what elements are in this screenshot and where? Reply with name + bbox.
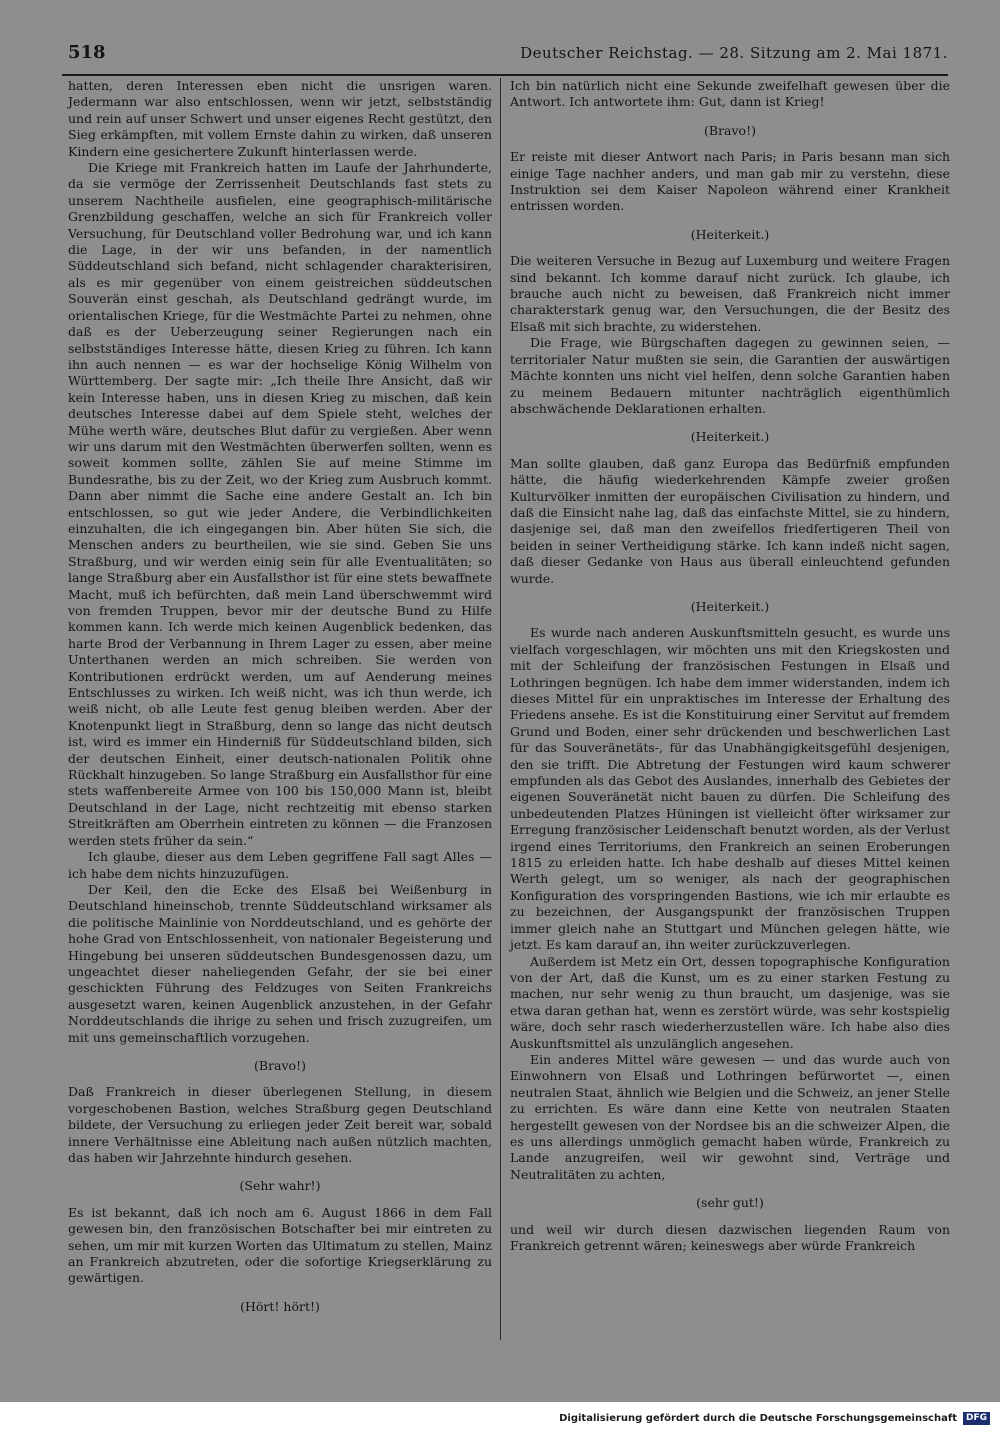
page-footer <box>559 1412 990 1425</box>
running-title: Deutscher Reichstag. — 28. Sitzung am 2. Mai 1871. <box>520 44 948 62</box>
audience-reaction: (Bravo!) <box>704 122 756 138</box>
speech-paragraph: Die Frage, wie Bürgschaften dagegen zu gewinnen seien, — territorialer Natur mußten sie sein, die Garantien der auswärtigen Mächte konnten uns nicht viel helfen, denn solche Garantien haben zu meinem Bedauern mitunter nachträglich eigenthümlich abschwächende Deklarationen erhalten. <box>510 335 950 416</box>
speech-paragraph: Daß Frankreich in dieser überlegenen Stellung, in diesem vorgeschobenen Bastion, welches Straßburg gegen Deutschland bildete, der Versuchung zu erliegen jeder Zeit bereit war, sobald innere Verhältnisse eine Ableitung nach außen nützlich machten, das haben wir Jahrzehnte hindurch gesehen. <box>68 1084 492 1165</box>
right-column <box>510 78 950 1254</box>
dfg-logo: DFG <box>963 1412 990 1425</box>
speech-paragraph: und weil wir durch diesen dazwischen liegenden Raum von Frankreich getrennt wären; keineswegs aber würde Frankreich <box>510 1221 950 1253</box>
header-rule <box>62 74 948 76</box>
audience-reaction: (Bravo!) <box>254 1057 306 1073</box>
page-header <box>68 40 948 70</box>
digitization-credit: Digitalisierung gefördert durch die Deutsche Forschungsgemeinschaft <box>559 1413 957 1424</box>
left-column <box>68 78 492 1325</box>
speech-paragraph: Ein anderes Mittel wäre gewesen — und das wurde auch von Einwohnern von Elsaß und Lothringen befürwortet —, einen neutralen Staat, ähnlich wie Belgien und die Schweiz, an jener Stelle zu errichten. Es wäre dann eine Kette von neutralen Staaten hergestellt gewesen von der Nordsee bis an die schweizer Alpen, die es uns allerdings unmöglich gemacht haben würde, Frankreich zu Lande anzugreifen, weil wir gewohnt sind, Verträge und Neutralitäten zu achten, <box>510 1051 950 1182</box>
audience-reaction: (Sehr wahr!) <box>239 1178 321 1194</box>
speech-paragraph: hatten, deren Interessen eben nicht die unsrigen waren. Jedermann war also entschlossen, wenn wir jetzt, selbstständig und rein auf unser Schwert und unser eigenes Recht gestützt, den Sieg erkämpften, mit vollem Ernste dahin zu wirken, daß unseren Kindern eine gesichertere Zukunft hinterlassen werde. <box>68 78 492 159</box>
speech-paragraph: Die Kriege mit Frankreich hatten im Laufe der Jahrhunderte, da sie vermöge der Zerrissenheit Deutschlands fast stets zu unserem Nachtheile ausfielen, eine geographisch-militärische Grenzbildung geschaffen, welche an sich für Frankreich voller Versuchung, für Deutschland voller Bedrohung war, und ich kann die Lage, in der wir uns befanden, in der namentlich Süddeutschland sich befand, nicht schlagender charakterisiren, als es mir gegenüber von einem geistreichen süddeutschen Souverän einst geschah, als Deutschland gedrängt wurde, im orientalischen Kriege, für die Westmächte Partei zu nehmen, ohne daß es der Ueberzeugung seiner Regierungen nach ein selbstständiges Interesse hätte, diesen Krieg zu führen. Ich kann ihn auch nennen — es war der hochselige König Wilhelm von Württemberg. Der sagte mir: „Ich theile Ihre Ansicht, daß wir kein Interesse haben, uns in diesen Krieg zu mischen, daß kein deutsches Interesse dabei auf dem Spiele steht, welches der Mühe werth wäre, deutsches Blut dafür zu vergießen. Aber wenn wir uns darum mit den Westmächten überwerfen sollten, wenn es soweit kommen sollte, zählen Sie auf meine Stimme im Bundesrathe, bis zu der Zeit, wo der Krieg zum Ausbruch kommt. Dann aber nimmt die Sache eine andere Gestalt an. Ich bin entschlossen, so gut wie jeder Andere, die Verbindlichkeiten einzuhalten, die ich eingegangen bin. Aber hüten Sie sich, die Menschen anders zu beurtheilen, wie sie sind. Geben Sie uns Straßburg, und wir werden einig sein für alle Eventualitäten; so lange Straßburg aber ein Ausfallsthor ist für eine stets bewaffnete Macht, muß ich befürchten, daß mein Land überschwemmt wird von fremden Truppen, bevor mir der deutsche Bund zu Hilfe kommen kann. Ich werde mich keinen Augenblick bedenken, das harte Brod der Verbannung in Ihrem Lager zu essen, aber meine Unterthanen werden an mich schreiben. Sie werden von Kontributionen erdrückt werden, um auf Aenderung meines Entschlusses zu wirken. Ich weiß nicht, was ich thun werde, ich weiß nicht, ob alle Leute fest genug bleiben werden. Aber der Knotenpunkt liegt in Straßburg, denn so lange das nicht deutsch ist, wird es immer ein Hinderniß für Süddeutschland bilden, sich der deutschen Einheit, einer deutsch-nationalen Politik ohne Rückhalt hinzugeben. So lange Straßburg ein Ausfallsthor für eine stets waffenbereite Armee von 100 bis 150,000 Mann ist, bleibt Deutschland in der Lage, nicht rechtzeitig mit ebenso starken Streitkräften am Oberrhein eintreten zu können — die Franzosen werden stets früher da sein.“ <box>68 160 492 848</box>
speech-paragraph: Es wurde nach anderen Auskunftsmitteln gesucht, es wurde uns vielfach vorgeschlagen, wir möchten uns mit den Kriegskosten und mit der Schleifung der französischen Festungen in Elsaß und Lothringen begnügen. Ich habe dem immer widerstanden, indem ich dieses Mittel für ein unpraktisches im Interesse der Erhaltung des Friedens ansehe. Es ist die Konstituirung einer Servitut auf fremdem Grund und Boden, einer sehr drückenden und beschwerlichen Last für das Souveränetäts-, für das Unabhängigkeitsgefühl desjenigen, den sie trifft. Die Abtretung der Festungen wird kaum schwerer empfunden als das Gebot des Auslandes, innerhalb des Gebietes der eigenen Souveränetät nicht bauen zu dürfen. Die Schleifung des unbedeutenden Platzes Hüningen ist vielleicht öfter wirksamer zur Erregung französischer Leidenschaft benutzt worden, als der Verlust irgend eines Territoriums, den Frankreich an seinen Eroberungen 1815 zu erleiden hatte. Ich habe deshalb auf dieses Mittel keinen Werth gelegt, um so weniger, als nach der geographischen Konfiguration des vorspringenden Bastions, wie ich mir erlaubte es zu bezeichnen, der Ausgangspunkt der französischen Truppen immer gleich nahe an Stuttgart und München gelegen hätte, wie jetzt. Es kam darauf an, ihn weiter zurückzuverlegen. <box>510 625 950 953</box>
speech-paragraph: Die weiteren Versuche in Bezug auf Luxemburg und weitere Fragen sind bekannt. Ich komme darauf nicht zurück. Ich glaube, ich brauche auch nicht zu beweisen, daß Frankreich nicht immer charakterstark genug war, den Versuchungen, die der Besitz des Elsaß mit sich brachte, zu widerstehen. <box>510 253 950 334</box>
speech-paragraph: Ich glaube, dieser aus dem Leben gegriffene Fall sagt Alles — ich habe dem nichts hinzuzufügen. <box>68 849 492 881</box>
audience-reaction: (Heiterkeit.) <box>690 429 770 445</box>
audience-reaction: (sehr gut!) <box>696 1195 764 1211</box>
speech-paragraph: Ich bin natürlich nicht eine Sekunde zweifelhaft gewesen über die Antwort. Ich antwortete ihm: Gut, dann ist Krieg! <box>510 78 950 110</box>
speech-paragraph: Es ist bekannt, daß ich noch am 6. August 1866 in dem Fall gewesen bin, den französischen Botschafter bei mir eintreten zu sehen, um mir mit kurzen Worten das Ultimatum zu stellen, Mainz an Frankreich abzutreten, oder die sofortige Kriegserklärung zu gewärtigen. <box>68 1204 492 1286</box>
audience-reaction: (Heiterkeit.) <box>690 598 770 614</box>
audience-reaction: (Hört! hört!) <box>240 1298 320 1314</box>
page-number: 518 <box>68 42 106 63</box>
speech-paragraph: Der Keil, den die Ecke des Elsaß bei Weißenburg in Deutschland hineinschob, trennte Süddeutschland wirksamer als die politische Mainlinie von Norddeutschland, und es gehörte der hohe Grad von Entschlossenheit, von nationaler Begeisterung und Hingebung bei unseren süddeutschen Bundesgenossen dazu, um ungeachtet dieser naheliegenden Gefahr, der sie bei einer geschickten Führung des Feldzuges von Seiten Frankreichs ausgesetzt waren, keinen Augenblick anzustehen, in der Gefahr Norddeutschlands die ihrige zu sehen und frisch zuzugreifen, um mit uns gemeinschaftlich vorzugehen. <box>68 881 492 1045</box>
column-divider <box>500 78 501 1340</box>
speech-paragraph: Man sollte glauben, daß ganz Europa das Bedürfniß empfunden hätte, die häufig wiederkehrenden Kämpfe zweier großen Kulturvölker inmitten der europäischen Civilisation zu hindern, und daß die Einsicht nahe lag, daß das einfachste Mittel, sie zu hindern, dasjenige sei, daß man den zweifellos friedfertigeren Theil von beiden in seiner Vertheidigung stärke. Ich kann indeß nicht sagen, daß dieser Gedanke von Haus aus überall einleuchtend gefunden wurde. <box>510 455 950 586</box>
speech-paragraph: Außerdem ist Metz ein Ort, dessen topographische Konfiguration von der Art, daß die Kunst, um es zu einer starken Festung zu machen, nur sehr wenig zu thun braucht, um dasjenige, was sie etwa daran gethan hat, wenn es zerstört würde, was sehr kostspielig wäre, doch sehr rasch wiederherzustellen wäre. Ich habe also dies Auskunftsmittel als unzulänglich angesehen. <box>510 953 950 1051</box>
audience-reaction: (Heiterkeit.) <box>690 226 770 242</box>
speech-paragraph: Er reiste mit dieser Antwort nach Paris; in Paris besann man sich einige Tage nachher anders, und man gab mir zu verstehn, diese Instruktion sei dem Kaiser Napoleon während einer Krankheit entrissen worden. <box>510 149 950 214</box>
